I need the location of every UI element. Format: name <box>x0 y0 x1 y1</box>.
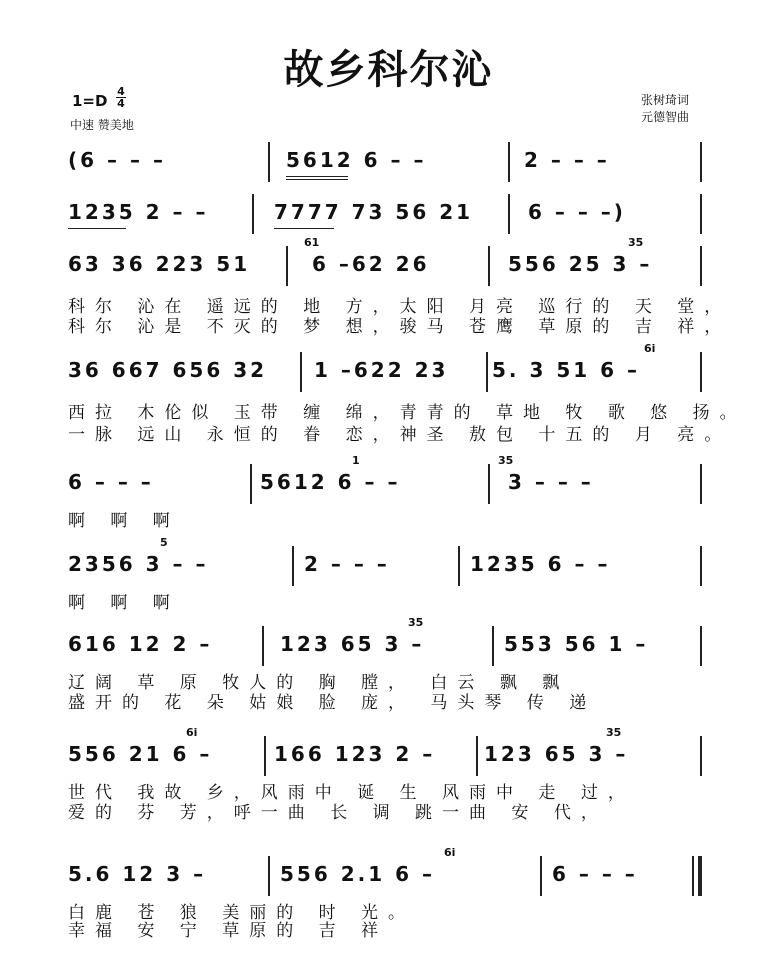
barline <box>700 352 702 392</box>
barline <box>492 626 494 666</box>
beam <box>286 179 348 180</box>
barline <box>458 546 460 586</box>
grace-note: 1 <box>352 454 360 467</box>
measure: 2356 3 – – <box>68 552 209 576</box>
measure: 123 65 3 – <box>484 742 629 766</box>
key-signature: 1=D <box>72 92 108 110</box>
barline <box>250 464 252 504</box>
beam <box>286 176 348 177</box>
measure: 166 123 2 – <box>274 742 436 766</box>
measure: 6 –62 26 <box>312 252 430 276</box>
barline <box>486 352 488 392</box>
lyric-line-1: 辽阔 草 原 牧人的 胸 膛， 白云 飘 飘 <box>68 673 570 693</box>
meter-denominator: 4 <box>117 97 125 110</box>
final-barline <box>698 856 702 896</box>
measure: 7777 73 56 21 <box>274 200 474 224</box>
lyric-line-1: 西拉 木伦似 玉带 缠 绵，青青的 草地 牧 歌 悠 扬。 <box>68 403 747 423</box>
lyric-line-1: 白鹿 苍 狼 美丽的 时 光。 <box>68 903 416 923</box>
barline <box>700 246 702 286</box>
barline <box>286 246 288 286</box>
barline <box>700 464 702 504</box>
lyric-line-2: 幸福 安 宁 草原的 吉 祥 <box>68 921 389 941</box>
barline <box>268 142 270 182</box>
lyric-line-1: 啊 啊 啊 <box>68 511 180 531</box>
measure: 2 – – – <box>524 148 610 172</box>
grace-note: 35 <box>628 236 644 249</box>
barline <box>692 856 694 896</box>
measure: 5.6 12 3 – <box>68 862 207 886</box>
grace-note: 6i <box>644 342 656 355</box>
barline <box>264 736 266 776</box>
measure: 6 – – – <box>552 862 638 886</box>
barline <box>700 736 702 776</box>
measure: 6 – – – <box>68 470 154 494</box>
measure: 1 –622 23 <box>314 358 449 382</box>
measure: 123 65 3 – <box>280 632 425 656</box>
beam <box>274 228 334 229</box>
barline <box>488 464 490 504</box>
credits <box>641 92 689 126</box>
measure: 5612 6 – – <box>260 470 401 494</box>
measure: 616 12 2 – <box>68 632 213 656</box>
time-signature <box>116 86 126 109</box>
measure: 553 56 1 – <box>504 632 649 656</box>
measure: 556 2.1 6 – <box>280 862 435 886</box>
barline <box>300 352 302 392</box>
barline <box>268 856 270 896</box>
measure: (6 – – – <box>68 148 166 172</box>
measure: 556 25 3 – <box>508 252 653 276</box>
barline <box>700 626 702 666</box>
barline <box>540 856 542 896</box>
lyric-line-1: 世代 我故 乡，风雨中 诞 生 风雨中 走 过， <box>68 783 635 803</box>
grace-note: 35 <box>498 454 514 467</box>
lyric-line-2: 爱的 芬 芳，呼一曲 长 调 跳一曲 安 代， <box>68 803 608 823</box>
measure: 6 – – –) <box>528 200 626 224</box>
measure: 5612 6 – – <box>286 148 427 172</box>
measure: 2 – – – <box>304 552 390 576</box>
barline <box>292 546 294 586</box>
beam <box>68 228 126 229</box>
barline <box>508 194 510 234</box>
measure: 5. 3 51 6 – <box>492 358 641 382</box>
lyric-line-1: 啊 啊 啊 <box>68 593 180 613</box>
lyric-line-2: 科尔 沁是 不灭的 梦 想，骏马 苍鹰 草原的 吉 祥， <box>68 317 732 337</box>
measure: 36 667 656 32 <box>68 358 268 382</box>
grace-note: 6i <box>186 726 198 739</box>
lyric-line-2: 盛开的 花 朵 姑娘 脸 庞， 马头琴 传 递 <box>68 693 597 713</box>
measure: 3 – – – <box>508 470 594 494</box>
barline <box>488 246 490 286</box>
measure: 556 21 6 – <box>68 742 213 766</box>
barline <box>476 736 478 776</box>
measure: 1235 6 – – <box>470 552 611 576</box>
meter-numerator: 4 <box>117 85 125 98</box>
grace-note: 35 <box>408 616 424 629</box>
grace-note: 6i <box>444 846 456 859</box>
barline <box>508 142 510 182</box>
lyric-line-1: 科尔 沁在 遥远的 地 方，太阳 月亮 巡行的 天 堂， <box>68 297 732 317</box>
lyric-line-2: 一脉 远山 永恒的 眷 恋，神圣 敖包 十五的 月 亮。 <box>68 425 732 445</box>
barline <box>700 194 702 234</box>
grace-note: 5 <box>160 536 168 549</box>
tempo-marking: 中速 赞美地 <box>70 118 134 132</box>
measure: 63 36 223 51 <box>68 252 251 276</box>
lyricist: 张树琦词 <box>640 93 689 107</box>
barline <box>262 626 264 666</box>
barline <box>252 194 254 234</box>
barline <box>700 546 702 586</box>
barline <box>700 142 702 182</box>
page-title: 故乡科尔沁 <box>283 47 494 93</box>
measure: 1235 2 – – <box>68 200 209 224</box>
grace-note: 61 <box>304 236 320 249</box>
composer: 元德智曲 <box>640 110 689 124</box>
grace-note: 35 <box>606 726 622 739</box>
